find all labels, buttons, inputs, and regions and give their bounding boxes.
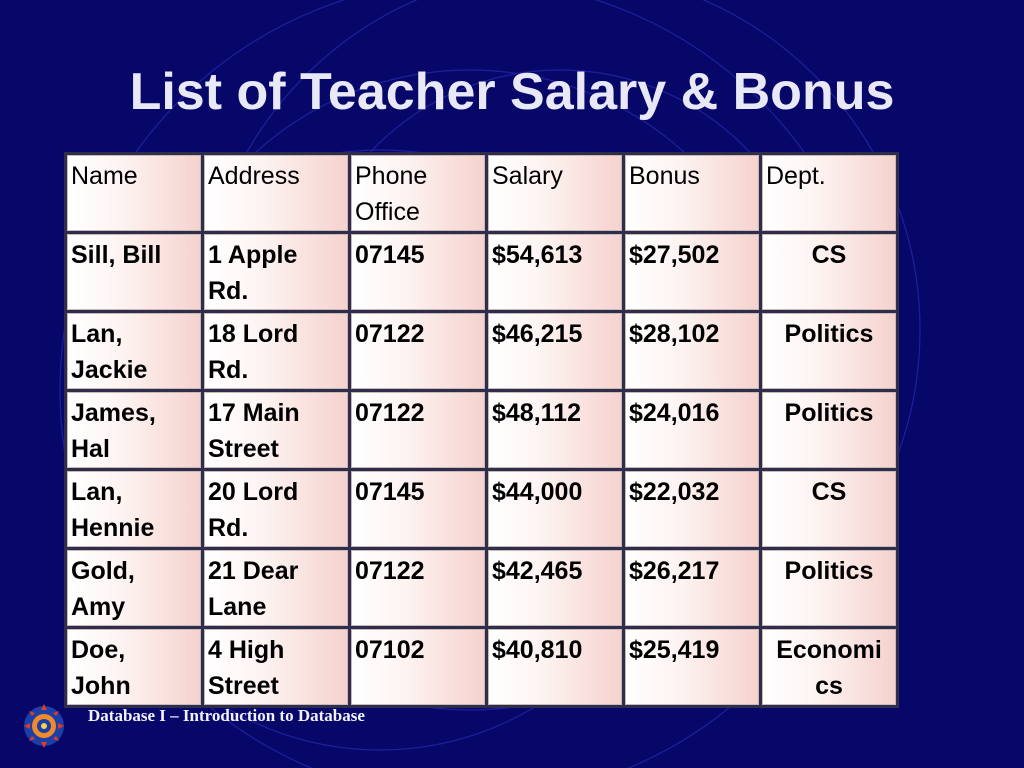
cell-bonus: $27,502 bbox=[625, 234, 759, 310]
cell-salary: $40,810 bbox=[488, 629, 622, 705]
cell-salary: $48,112 bbox=[488, 392, 622, 468]
cell-salary: $46,215 bbox=[488, 313, 622, 389]
cell-dept: CS bbox=[762, 471, 896, 547]
cell-name: Doe, John bbox=[67, 629, 201, 705]
cell-salary: $42,465 bbox=[488, 550, 622, 626]
cell-address: 1 Apple Rd. bbox=[204, 234, 348, 310]
cell-phone: 07145 bbox=[351, 471, 485, 547]
header-salary: Salary bbox=[488, 155, 622, 231]
cell-name: Gold, Amy bbox=[67, 550, 201, 626]
cell-phone: 07122 bbox=[351, 392, 485, 468]
cell-phone: 07122 bbox=[351, 550, 485, 626]
cell-bonus: $28,102 bbox=[625, 313, 759, 389]
cell-dept: Politics bbox=[762, 313, 896, 389]
cell-name: Lan, Jackie bbox=[67, 313, 201, 389]
cell-dept: Politics bbox=[762, 392, 896, 468]
cell-salary: $44,000 bbox=[488, 471, 622, 547]
cell-phone: 07102 bbox=[351, 629, 485, 705]
page-title: List of Teacher Salary & Bonus bbox=[129, 63, 895, 121]
cell-bonus: $22,032 bbox=[625, 471, 759, 547]
header-name: Name bbox=[67, 155, 201, 231]
cell-phone: 07145 bbox=[351, 234, 485, 310]
salary-table-container bbox=[64, 152, 890, 700]
cell-dept: Economi cs bbox=[762, 629, 896, 705]
cell-salary: $54,613 bbox=[488, 234, 622, 310]
cell-name: Lan, Hennie bbox=[67, 471, 201, 547]
cell-phone: 07122 bbox=[351, 313, 485, 389]
cell-address: 21 Dear Lane bbox=[204, 550, 348, 626]
table-row bbox=[67, 392, 896, 468]
cell-name: Sill, Bill bbox=[67, 234, 201, 310]
cell-address: 18 Lord Rd. bbox=[204, 313, 348, 389]
salary-table bbox=[64, 152, 899, 708]
cell-address: 4 High Street bbox=[204, 629, 348, 705]
header-phone-office: Phone Office bbox=[351, 155, 485, 231]
table-row bbox=[67, 629, 896, 705]
header-dept: Dept. bbox=[762, 155, 896, 231]
table-header-row bbox=[67, 155, 896, 231]
header-address: Address bbox=[204, 155, 348, 231]
table-row bbox=[67, 471, 896, 547]
cell-dept: Politics bbox=[762, 550, 896, 626]
table-row bbox=[67, 234, 896, 310]
header-bonus: Bonus bbox=[625, 155, 759, 231]
cell-address: 17 Main Street bbox=[204, 392, 348, 468]
cell-bonus: $26,217 bbox=[625, 550, 759, 626]
cell-bonus: $25,419 bbox=[625, 629, 759, 705]
cell-bonus: $24,016 bbox=[625, 392, 759, 468]
cell-dept: CS bbox=[762, 234, 896, 310]
cell-name: James, Hal bbox=[67, 392, 201, 468]
colored-seal-icon bbox=[20, 700, 68, 752]
cell-address: 20 Lord Rd. bbox=[204, 471, 348, 547]
table-row bbox=[67, 313, 896, 389]
footer-course-label: Database I – Introduction to Database bbox=[88, 706, 365, 725]
table-row bbox=[67, 550, 896, 626]
